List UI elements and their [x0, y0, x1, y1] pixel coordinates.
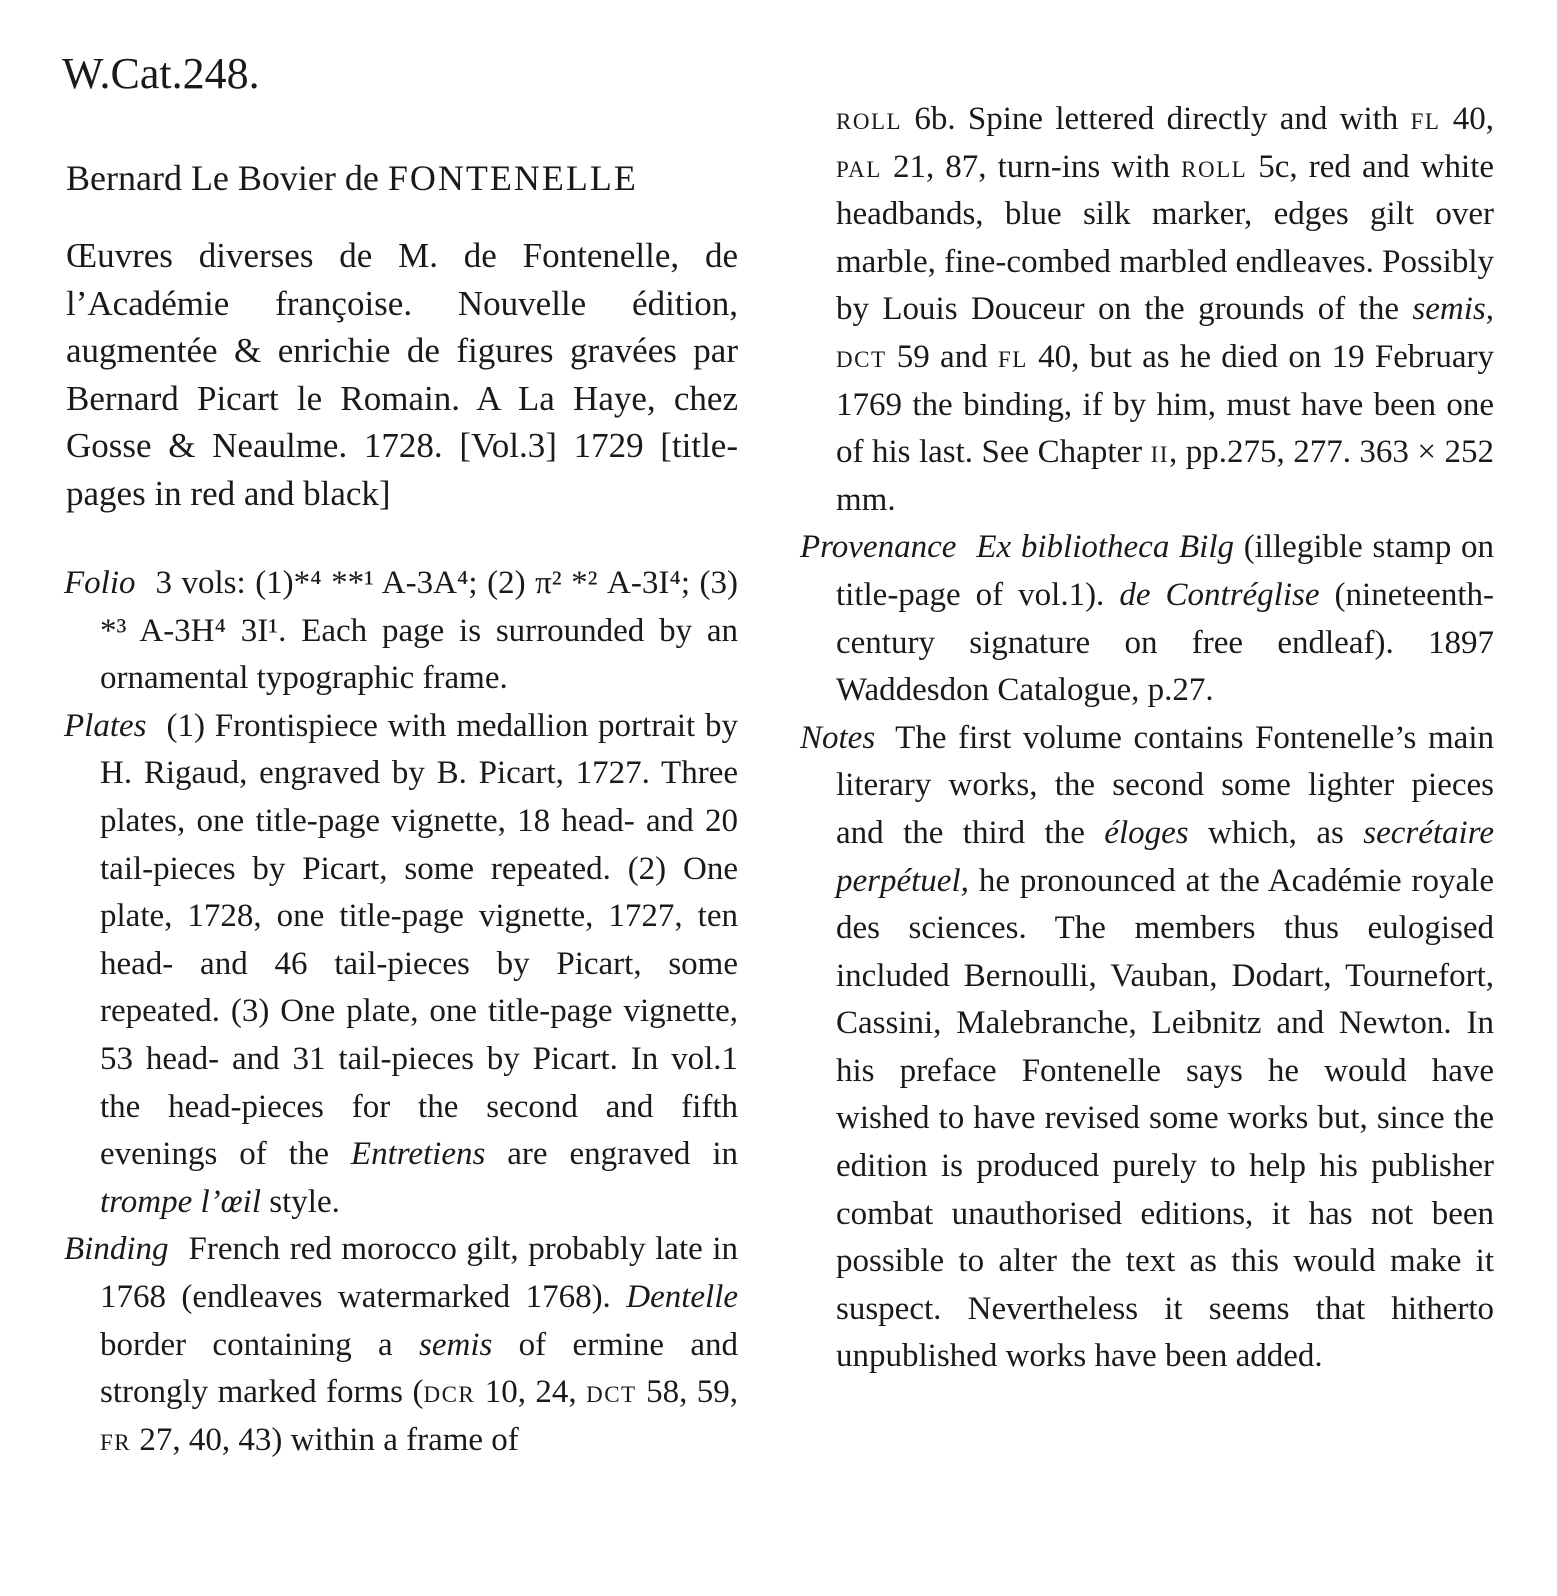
- binding-cont-text-6: 40, but as he died on 19 February 1769 the binding, if by him, must have been one of his last. See Chapter: [836, 338, 1495, 471]
- notes-italic-2: secrétaire perpétuel,: [836, 814, 1494, 899]
- provenance-italic-2: de Contréglise: [1119, 576, 1320, 613]
- binding-smallcaps-1: dcr: [423, 1374, 476, 1411]
- catalogue-number: W.Cat.248.: [62, 49, 260, 98]
- notes-label: Notes: [800, 719, 876, 756]
- binding-cont-text-5: 59 and: [896, 338, 988, 375]
- folio-label: Folio: [64, 565, 136, 601]
- binding-cont-smallcaps-1: roll: [836, 101, 903, 137]
- binding-cont-smallcaps-4: roll: [1181, 148, 1248, 185]
- plates-italic-1: Entretiens: [350, 1136, 486, 1173]
- author-forenames: Bernard Le Bovier de: [66, 158, 379, 198]
- binding-cont-smallcaps-6: fl: [997, 338, 1028, 375]
- binding-cont-smallcaps-2: fl: [1410, 101, 1441, 137]
- binding-cont-smallcaps-3: pal: [836, 148, 882, 185]
- binding-cont-text-2: 40,: [1452, 101, 1494, 137]
- binding-cont-smallcaps-5: dct: [836, 338, 887, 375]
- binding-smallcaps-3: fr: [100, 1421, 132, 1458]
- notes-text-1: The first volume contains Fontenelle’s main literary works, the second some lighter pieces and the third the: [836, 719, 1494, 851]
- notes-text-3: he pronounced at the Académie royale des sciences. The members thus eulogised included Bernoulli, Vauban, Dodart, Tournefort, Cassini, Malebranche, Leibnitz and Newton. In his preface Fontenelle says he would have wished to have revised some works but, since the edition is produced purely to help his publisher combat unauthorised editions, it has not been possible to alter the text as this would make it suspect. Nevertheless it seems that hitherto unpublished works have been added.: [836, 862, 1495, 1375]
- binding-text-3: of ermine and strongly marked forms (: [100, 1326, 739, 1411]
- binding-italic-2: semis: [419, 1326, 493, 1363]
- plates-italic-2: trompe l’œil: [100, 1183, 262, 1220]
- folio-entry: [64, 560, 738, 703]
- binding-text-6: 27, 40, 43) within a frame of: [139, 1421, 519, 1458]
- provenance-text-1: (illegible stamp on title-page of vol.1).: [836, 529, 1494, 613]
- binding-cont-text-7: , pp.275, 277. 363 × 252 mm.: [836, 434, 1495, 518]
- provenance-entry: [800, 524, 1494, 714]
- provenance-label: Provenance: [800, 529, 957, 566]
- binding-italic-1: Dentelle: [626, 1278, 739, 1315]
- provenance-text-2: (nineteenth-century signature on free endleaf). 1897 Waddesdon Catalogue, p.27.: [836, 576, 1494, 709]
- binding-text-2: border containing a: [100, 1326, 393, 1363]
- binding-text-1: French red morocco gilt, probably late in 1768 (endleaves watermarked 1768).: [100, 1231, 738, 1315]
- notes-entry: [800, 715, 1494, 1381]
- book-title: Œuvres diverses de M. de Fontenelle, de l’Académie françoise. Nouvelle édition, augmentée & enrichie de figures gravées par Bernard Picart le Romain. A La Haye, chez Gosse & Neaulme. 1728. [Vol.3] 1729 [title-pages in red and black]: [66, 236, 738, 513]
- binding-text-5: 58, 59,: [646, 1374, 739, 1411]
- binding-cont-italic-1: semis,: [1412, 291, 1494, 328]
- plates-text-2: are engraved in: [507, 1136, 739, 1173]
- binding-text-4: 10, 24,: [484, 1374, 577, 1411]
- plates-entry: [64, 703, 738, 1227]
- plates-text-3: style.: [269, 1183, 340, 1220]
- right-column-entries: [800, 96, 1494, 1381]
- binding-cont-text-3: 21, 87, turn-ins with: [892, 148, 1171, 185]
- notes-text-2: which, as: [1208, 814, 1344, 851]
- plates-text-1: (1) Frontispiece with medallion portrait by H. Rigaud, engraved by B. Picart, 1727. Three plates, one title-page vignette, 18 head- and 20 tail-pieces by Picart, some repeated. (2) One plate, 1728, one title-page vignette, 1727, ten head- and 46 tail-pieces by Picart, some repeated. (3) One plate, one title-page vignette, 53 head- and 31 tail-pieces by Picart. In vol.1 the head-pieces for the second and fifth evenings of the: [100, 707, 738, 1173]
- binding-cont-text-1: 6b. Spine lettered directly and with: [914, 101, 1399, 137]
- binding-continued: [800, 96, 1494, 524]
- binding-cont-smallcaps-7: ii: [1150, 434, 1169, 471]
- binding-label: Binding: [64, 1231, 169, 1268]
- plates-label: Plates: [64, 707, 147, 744]
- author-heading: [66, 156, 638, 200]
- binding-cont-text-4: 5c, red and white headbands, blue silk marker, edges gilt over marble, fine-combed marbled endleaves. Possibly by Louis Douceur on the grounds of the: [836, 148, 1495, 328]
- provenance-italic-1: Ex bibliotheca Bilg: [976, 529, 1234, 566]
- left-column-entries: [64, 560, 738, 1464]
- binding-entry: [64, 1226, 738, 1464]
- folio-text: 3 vols: (1)*⁴ **¹ A-3A⁴; (2) π² *² A-3I⁴; (3) *³ A-3H⁴ 3I¹. Each page is surrounded by an ornamental typographic frame.: [100, 565, 738, 697]
- author-surname: FONTENELLE: [387, 158, 638, 198]
- notes-italic-1: éloges: [1104, 814, 1189, 851]
- binding-smallcaps-2: dct: [586, 1374, 637, 1411]
